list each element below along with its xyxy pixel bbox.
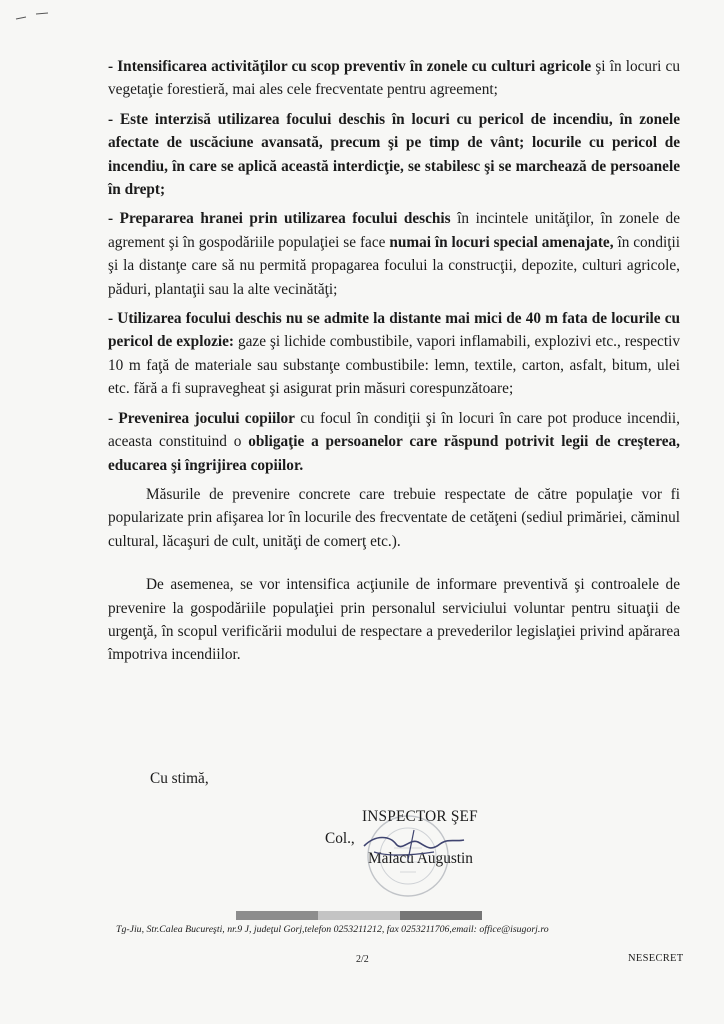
signatory-title: INSPECTOR ŞEF	[362, 808, 478, 825]
letter-body	[108, 55, 680, 667]
bold-text-run: numai în locuri special amenajate,	[389, 233, 614, 251]
signatory-name: Malacu Augustin	[368, 850, 473, 867]
page-number: 2/2	[356, 954, 369, 965]
text-run: cu focul în condiţii şi în locuri în care pot produce incendii, aceasta constituind o	[108, 409, 680, 451]
bold-text-run: - Intensificarea activităţilor cu scop preventiv în zonele cu culturi agricole	[108, 58, 592, 75]
paragraph-explosion-distance	[108, 307, 680, 401]
paragraph-information-actions	[108, 573, 680, 667]
text-run: gaze şi lichide combustibile, vapori inflamabili, explozivi etc., respectiv 10 m faţă de materiale sau substanţe combustibile: lemn, textile, carton, asfalt, bitum, ulei etc. fără a fi supravegheat şi asigurat prin măsuri corespunzătoare;	[108, 333, 680, 398]
paragraph-children-fire	[108, 407, 680, 477]
text-run: De asemenea, se vor intensifica acţiunile de informare preventivă şi controalele de prevenire la gospodăriile populaţiei prin personalul serviciului voluntar pentru situaţii de urgenţă, în scopul verificării modului de respectare a prevederilor legislaţiei privind apărarea împotriva incendiilor.	[108, 576, 680, 664]
closing-salutation: Cu stimă,	[150, 770, 209, 787]
footer-address: Tg-Jiu, Str.Calea Bucureşti, nr.9 J, judeţul Gorj,telefon 0253211212, fax 0253211706,email: office@isugorj.ro	[116, 924, 549, 935]
signatory-rank: Col.,	[325, 830, 355, 847]
paragraph-open-fire-ban	[108, 108, 680, 202]
text-run: în condiţii şi la distanţe care să nu permită propagarea focului la construcţii, depozite, culturi agricole, păduri, plantaţii sau la alte vecinătăţi;	[108, 233, 680, 298]
text-run: şi în locuri cu vegetaţie forestieră, mai ales cele frecventate pentru agreement;	[108, 58, 680, 99]
paragraph-food-preparation	[108, 207, 680, 301]
bold-text-run: obligaţie a persoanelor care răspund potrivit legii de creşterea, educarea şi îngrijirea copiilor.	[108, 433, 680, 474]
text-run: în incintele unităţilor, în zonele de agrement şi în gospodăriile populaţiei se face	[108, 210, 680, 251]
footer-decorative-bar	[236, 909, 482, 921]
handwritten-signature	[356, 826, 476, 866]
paragraph-agriculture-zones	[108, 55, 680, 102]
bold-text-run: - Prepararea hranei prin utilizarea focului deschis	[108, 210, 451, 228]
classification-label: NESECRET	[628, 953, 684, 964]
paragraph-prevention-measures	[108, 483, 680, 553]
bold-text-run: - Utilizarea focului deschis nu se admite la distante mai mici de 40 m fata de locurile cu pericol de explozie:	[108, 310, 680, 351]
bold-text-run: - Prevenirea jocului copiilor	[108, 409, 295, 427]
text-run: Măsurile de prevenire concrete care trebuie respectate de către populaţie vor fi popularizate prin afişarea lor în locurile des frecventate de cetăţeni (sediul primăriei, căminul cultural, lăcaşuri de cult, unităţi de comerţ etc.).	[108, 485, 680, 550]
scan-corner-mark	[14, 10, 54, 22]
bold-text-run: - Este interzisă utilizarea focului deschis în locuri cu pericol de incendiu, în zonele afectate de uscăciune avansată, precum şi pe timp de vânt; locurile cu pericol de incendiu, în care se aplică această interdicţie, se stabilesc şi se marchează de persoanele în drept;	[108, 110, 680, 199]
